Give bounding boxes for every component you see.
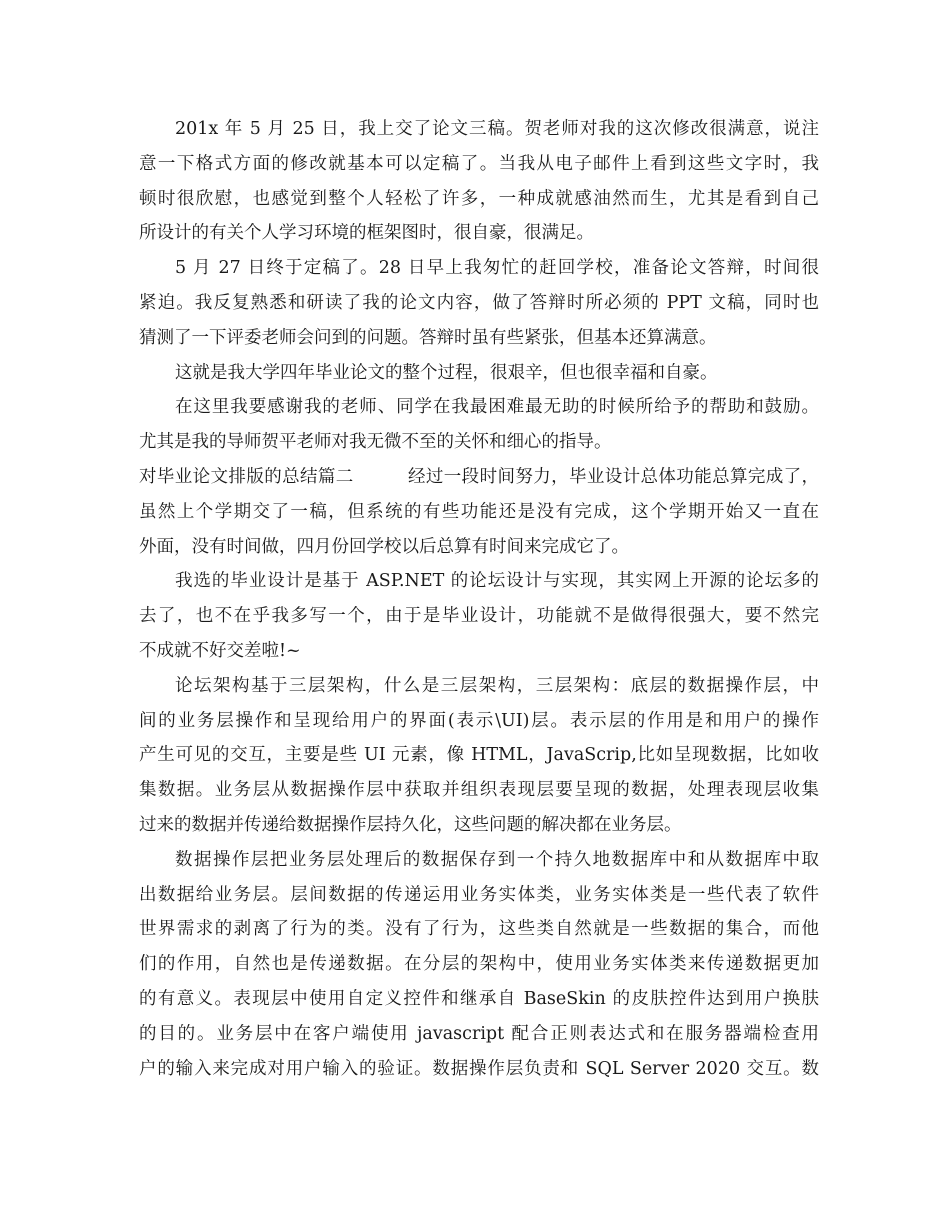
text-line: 论坛架构基于三层架构，什么是三层架构，三层架构：底层的数据操作层，中 xyxy=(175,675,819,696)
text-line: 出数据给业务层。层间数据的传递运用业务实体类，业务实体类是一些代表了软件 xyxy=(139,884,819,905)
text-line: 尤其是我的导师贺平老师对我无微不至的关怀和细心的指导。 xyxy=(139,432,612,453)
text-line: 不成就不好交差啦!~ xyxy=(139,640,301,661)
text-line: 世界需求的剥离了行为的类。没有了行为，这些类自然就是一些数据的集合，而他 xyxy=(139,919,819,940)
text-line: 的有意义。表现层中使用自定义控件和继承自 BaseSkin 的皮肤控件达到用户换肤 xyxy=(139,988,819,1009)
text-line: 这就是我大学四年毕业论文的整个过程，很艰辛，但也很幸福和自豪。 xyxy=(175,362,718,383)
section-heading-line xyxy=(139,460,819,495)
text-line: 紧迫。我反复熟悉和研读了我的论文内容，做了答辩时所必须的 PPT 文稿，同时也 xyxy=(139,292,819,313)
text-line: 间的业务层操作和呈现给用户的界面(表示\UI)层。表示层的作用是和用户的操作 xyxy=(139,710,819,731)
text-line: 数据操作层把业务层处理后的数据保存到一个持久地数据库中和从数据库中取 xyxy=(175,849,819,870)
text-line: 猜测了一下评委老师会问到的问题。答辩时虽有些紧张，但基本还算满意。 xyxy=(139,327,717,348)
text-line: 在这里我要感谢我的老师、同学在我最困难最无助的时候所给予的帮助和鼓励。 xyxy=(175,397,819,418)
text-line: 我选的毕业设计是基于 ASP.NET 的论坛设计与实现，其实网上开源的论坛多的 xyxy=(175,571,819,592)
text-line: 5 月 27 日终于定稿了。28 日早上我匆忙的赶回学校，准备论文答辩，时间很 xyxy=(175,258,819,279)
text-line: 的目的。业务层中在客户端使用 javascript 配合正则表达式和在服务器端检查用 xyxy=(139,1023,819,1044)
text-line: 户的输入来完成对用户输入的验证。数据操作层负责和 SQL Server 2020 交互。数 xyxy=(139,1058,819,1079)
text-line: 外面，没有时间做，四月份回学校以后总算有时间来完成它了。 xyxy=(139,536,629,557)
text-line: 意一下格式方面的修改就基本可以定稿了。当我从电子邮件上看到这些文字时，我 xyxy=(139,153,819,174)
text-line: 们的作用，自然也是传递数据。在分层的架构中，使用业务实体类来传递数据更加 xyxy=(139,954,819,975)
text-line: 顿时很欣慰，也感觉到整个人轻松了许多，一种成就感油然而生，尤其是看到自己 xyxy=(139,188,819,209)
text-line: 经过一段时间努力，毕业设计总体功能总算完成了， xyxy=(407,466,819,487)
text-line: 产生可见的交互，主要是些 UI 元素，像 HTML，JavaScrip,比如呈现数据，比如收 xyxy=(139,745,819,766)
text-line: 过来的数据并传递给数据操作层持久化，这些问题的解决都在业务层。 xyxy=(139,814,682,835)
section-heading: 对毕业论文排版的总结篇二 xyxy=(139,466,354,487)
text-line: 集数据。业务层从数据操作层中获取并组织表现层要呈现的数据，处理表现层收集 xyxy=(139,780,819,801)
text-line: 所设计的有关个人学习环境的框架图时，很自豪，很满足。 xyxy=(139,223,594,244)
text-line: 虽然上个学期交了一稿，但系统的有些功能还是没有完成，这个学期开始又一直在 xyxy=(139,501,819,522)
text-line: 去了，也不在乎我多写一个，由于是毕业设计，功能就不是做得很强大，要不然完 xyxy=(139,606,819,627)
document-body xyxy=(139,112,819,1086)
text-line: 201x 年 5 月 25 日，我上交了论文三稿。贺老师对我的这次修改很满意，说注 xyxy=(175,119,819,139)
